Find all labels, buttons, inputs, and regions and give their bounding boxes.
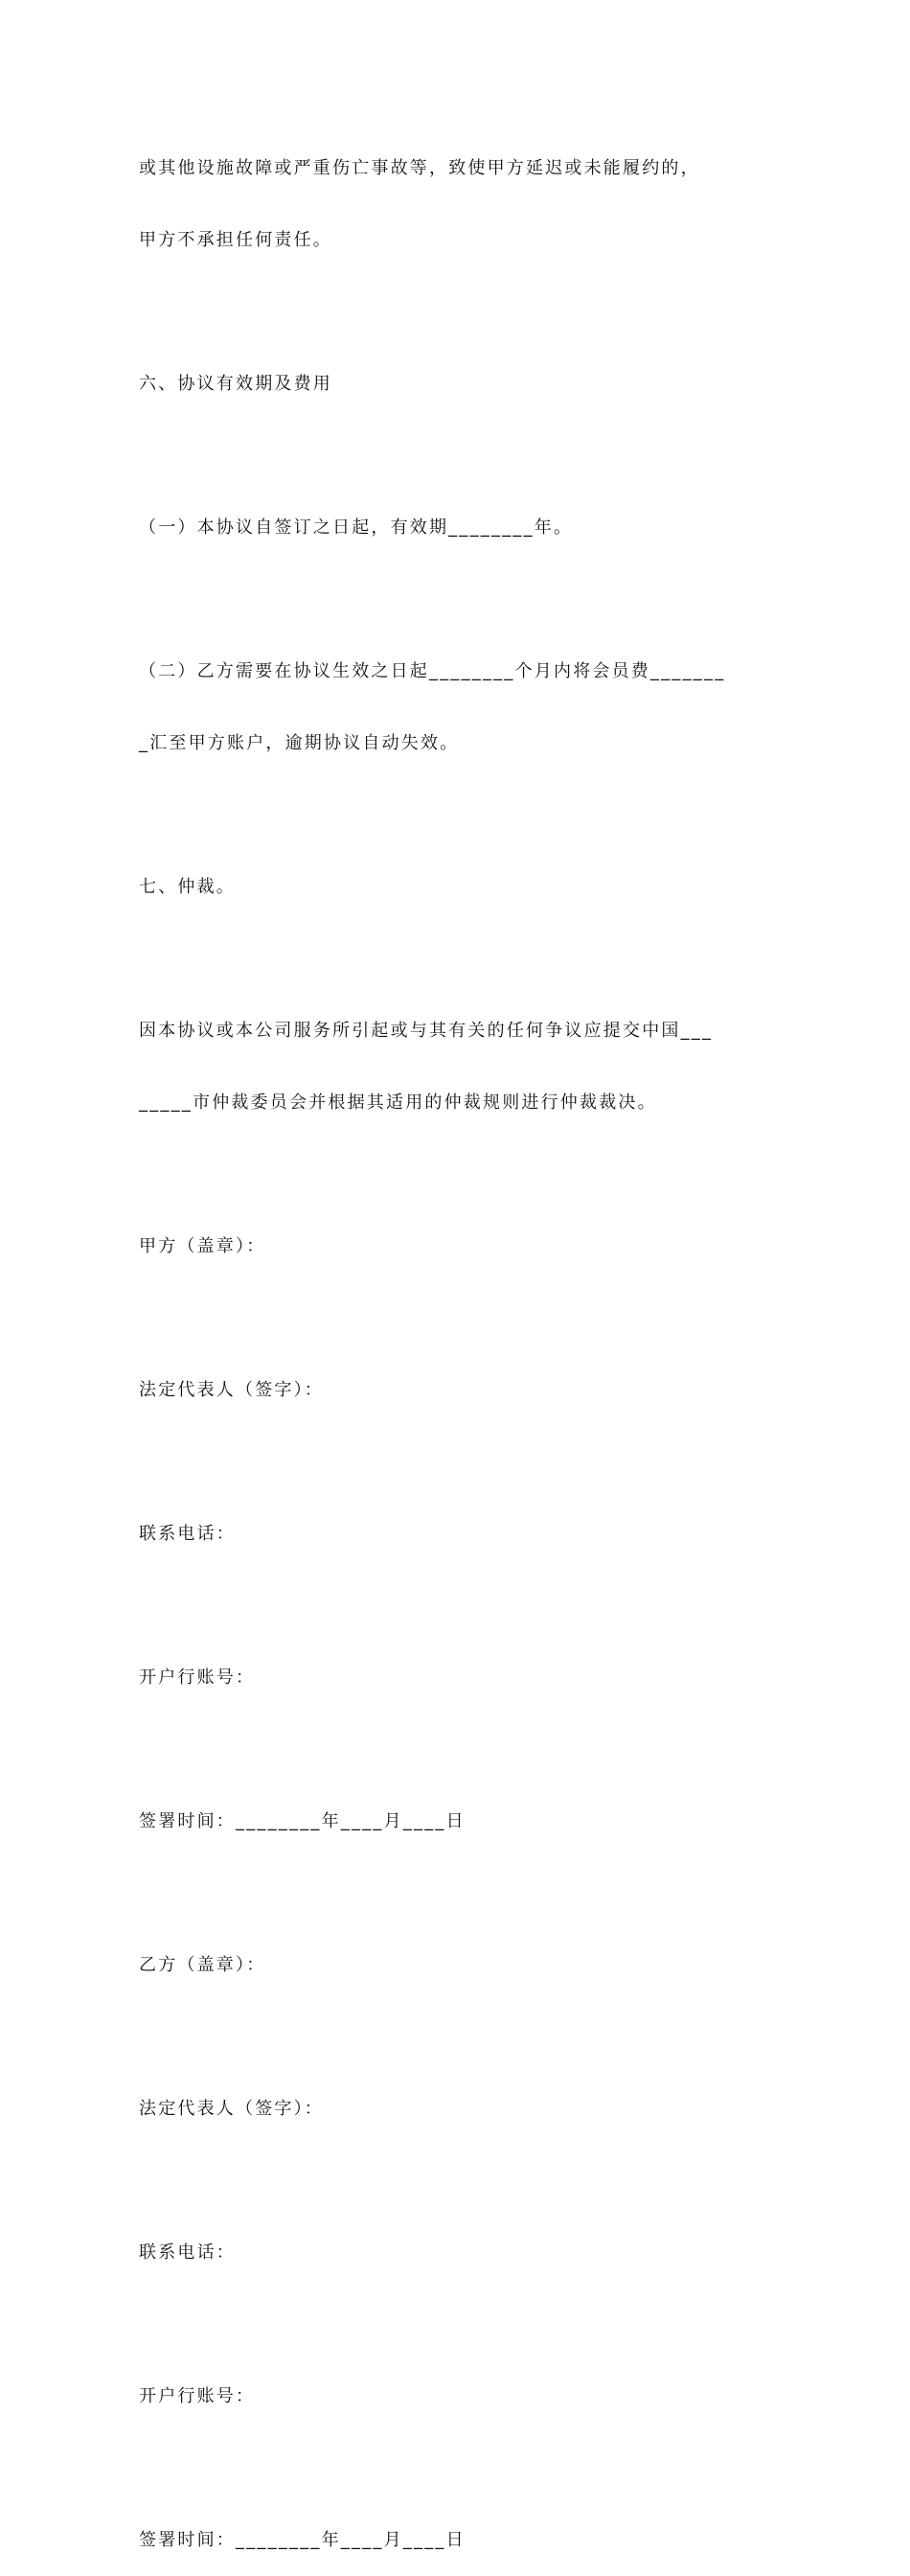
text-line: 或其他设施故障或严重伤亡事故等，致使甲方延迟或未能履约的， bbox=[139, 158, 700, 178]
document-body bbox=[139, 108, 776, 2576]
clause-6-1 bbox=[139, 468, 776, 587]
signature-field-label: 甲方（盖章）： bbox=[139, 1236, 266, 1256]
party-b-sign-date bbox=[139, 2480, 776, 2576]
party-b-legal-rep bbox=[139, 2049, 776, 2169]
signature-field-label: 签署时间：________年____月____日 bbox=[139, 1811, 466, 1831]
party-a-seal bbox=[139, 1186, 776, 1306]
text-line: 甲方不承担任何责任。 bbox=[139, 230, 332, 250]
force-majeure-tail bbox=[139, 108, 776, 300]
text-line: 因本协议或本公司服务所引起或与其有关的任何争议应提交中国___ bbox=[139, 1021, 714, 1041]
signature-field-label: 开户行账号： bbox=[139, 2386, 256, 2406]
signature-field-label: 法定代表人（签字）： bbox=[139, 2099, 324, 2119]
party-a-legal-rep bbox=[139, 1330, 776, 1450]
text-line: _汇至甲方账户，逾期协议自动失效。 bbox=[139, 733, 460, 753]
party-a-phone bbox=[139, 1474, 776, 1594]
heading-text: 六、协议有效期及费用 bbox=[139, 374, 332, 394]
signature-field-label: 联系电话： bbox=[139, 1524, 236, 1544]
text-line: （一）本协议自签订之日起，有效期________年。 bbox=[139, 518, 574, 538]
section-six-heading bbox=[139, 324, 776, 444]
party-b-bank-account bbox=[139, 2336, 776, 2456]
text-line: _____市仲裁委员会并根据其适用的仲裁规则进行仲裁裁决。 bbox=[139, 1092, 657, 1113]
arbitration-clause bbox=[139, 971, 776, 1162]
signature-field-label: 乙方（盖章）： bbox=[139, 1955, 266, 1975]
party-b-phone bbox=[139, 2193, 776, 2312]
party-b-seal bbox=[139, 1905, 776, 2025]
section-seven-heading bbox=[139, 827, 776, 947]
signature-field-label: 法定代表人（签字）： bbox=[139, 1380, 324, 1400]
signature-field-label: 开户行账号： bbox=[139, 1668, 256, 1688]
signature-field-label: 联系电话： bbox=[139, 2242, 236, 2263]
signature-field-label: 签署时间：________年____月____日 bbox=[139, 2530, 466, 2550]
clause-6-2 bbox=[139, 611, 776, 803]
text-line: （二）乙方需要在协议生效之日起________个月内将会员费_______ bbox=[139, 661, 726, 681]
party-a-sign-date bbox=[139, 1761, 776, 1881]
heading-text: 七、仲裁。 bbox=[139, 877, 236, 897]
party-a-bank-account bbox=[139, 1618, 776, 1737]
